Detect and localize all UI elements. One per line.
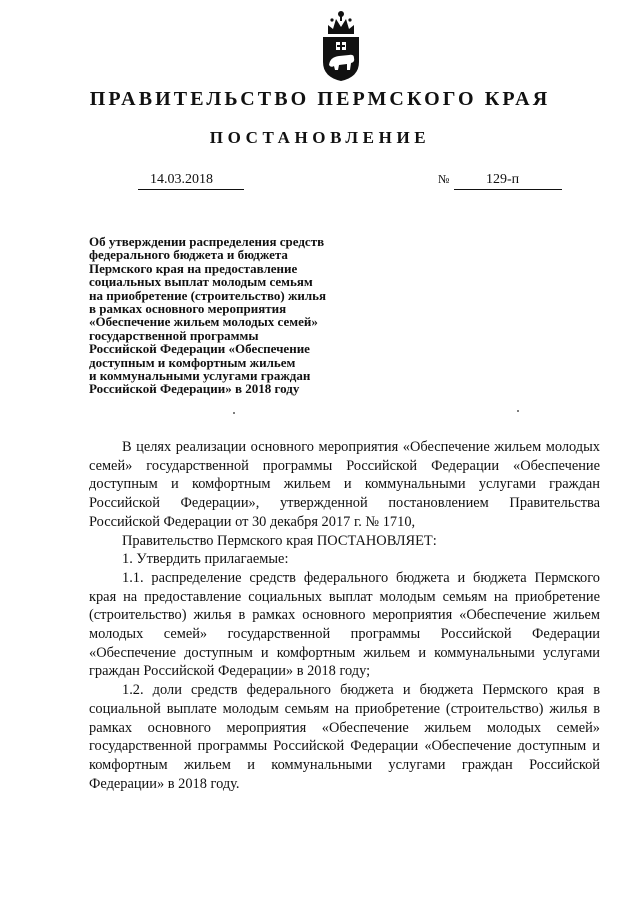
subject-line: Российской Федерации» в 2018 году — [89, 381, 300, 397]
subject-line: Об утверждении распределения средств — [89, 234, 325, 249]
subject-line: на приобретение (строительство) жилья — [89, 287, 327, 303]
subject-line: доступным и комфортным жильем — [89, 354, 296, 370]
organization-title: ПРАВИТЕЛЬСТВО ПЕРМСКОГО КРАЯ — [89, 88, 551, 110]
body-paragraph: 1.1. распределение средств федерального бюджета и бюджета Пермского края на предоставление социальных выплат молодым семьям на приобретение (строительство) жилья в рамках основного мероприятия «Обеспечение жильем молодых семей» государственной программы Российской Федерации «Обеспечение доступным и комфортным жильем и коммунальными услугами граждан Российской Федерации» в 2018 году; — [89, 569, 600, 680]
date-underline — [138, 189, 244, 190]
body-paragraph: 1.2. доли средств федерального бюджета и бюджета Пермского края в социальной выплате молодым семьям на приобретение (строительство) жилья в рамках основного мероприятия «Обеспечение жильем молодых семей» государственной программы Российской Федерации «Обеспечение доступным и комфортным жильем и коммунальными услугами граждан Российской Федерации» в 2018 году. — [89, 682, 600, 792]
document-subject — [89, 235, 369, 396]
document-number: 129-п — [486, 172, 520, 187]
body-paragraph: В целях реализации основного мероприятия «Обеспечение жильем молодых семей» государственной программы Российской Федерации «Обеспечение доступным и комфортным жильем и коммунальными услугами граждан Российской Федерации», утвержденной постановлением Правительства Российской Федерации от 30 декабря 2017 г. № 1710, — [89, 439, 600, 530]
subject-line: государственной программы — [89, 327, 259, 343]
subject-line: Пермского края на предоставление — [89, 260, 298, 276]
subject-line: Российской Федерации «Обеспечение — [89, 341, 310, 357]
body-paragraph: Правительство Пермского края ПОСТАНОВЛЯЕТ: — [122, 532, 437, 549]
subject-line: «Обеспечение жильем молодых семей» — [89, 314, 318, 330]
scan-speck — [517, 410, 519, 412]
body-paragraph: 1. Утвердить прилагаемые: — [122, 551, 289, 568]
number-field — [454, 172, 562, 190]
crown-icon — [328, 11, 354, 34]
document-date: 14.03.2018 — [150, 172, 213, 187]
number-sign: № — [438, 172, 450, 186]
subject-line: федерального бюджета и бюджета — [89, 247, 288, 263]
coat-of-arms-emblem — [319, 8, 363, 82]
subject-line: социальных выплат молодым семьям — [89, 274, 313, 290]
scan-speck — [233, 412, 235, 414]
subject-line: и коммунальными услугами граждан — [89, 368, 311, 384]
subject-line: в рамках основного мероприятия — [89, 301, 287, 317]
document-type: ПОСТАНОВЛЕНИЕ — [209, 128, 431, 147]
document-body — [89, 438, 600, 793]
date-field — [138, 172, 244, 190]
number-underline — [454, 189, 562, 190]
